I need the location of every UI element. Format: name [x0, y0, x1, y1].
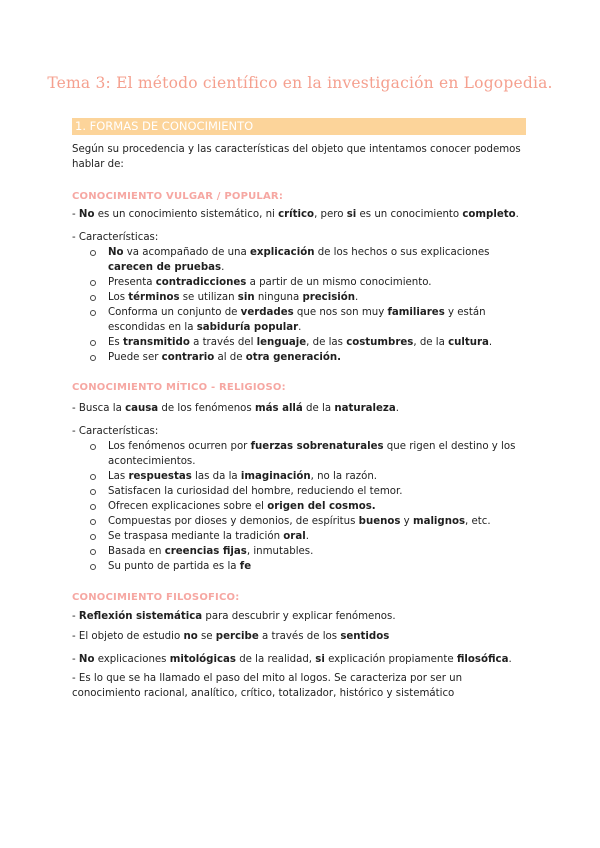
intro-paragraph: Según su procedencia y las características del objeto que intentamos conocer podemos hablar de:: [72, 144, 521, 170]
bullet-circle-icon: [90, 519, 96, 525]
list-item: Ofrecen explicaciones sobre el origen del cosmos.: [90, 499, 530, 514]
list-item: Puede ser contrario al de otra generación.: [90, 350, 530, 365]
vulgar-list: [90, 245, 530, 365]
heading-filosofico: CONOCIMIENTO FILOSOFICO:: [72, 592, 240, 603]
bullet-circle-icon: [90, 489, 96, 495]
list-item: Los fenómenos ocurren por fuerzas sobrenaturales que rigen el destino y los acontecimientos.: [90, 439, 530, 469]
list-item: Conforma un conjunto de verdades que nos son muy familiares y están escondidas en la sabiduría popular.: [90, 305, 530, 335]
filosofico-line-1: - Reflexión sistemática para descubrir y explicar fenómenos.: [72, 611, 396, 622]
mitico-char-label: - Características:: [72, 426, 159, 437]
bullet-circle-icon: [90, 310, 96, 316]
list-item: Presenta contradicciones a partir de un mismo conocimiento.: [90, 275, 530, 290]
vulgar-char-label: - Características:: [72, 232, 159, 243]
heading-mitico: CONOCIMIENTO MÍTICO - RELIGIOSO:: [72, 382, 286, 393]
bullet-circle-icon: [90, 504, 96, 510]
list-item: Su punto de partida es la fe: [90, 559, 530, 574]
filosofico-line-4: - Es lo que se ha llamado el paso del mito al logos. Se caracteriza por ser un conocimiento racional, analítico, crítico, totalizador, histórico y sistemático: [72, 673, 463, 699]
list-item: Es transmitido a través del lenguaje, de las costumbres, de la cultura.: [90, 335, 530, 350]
bullet-circle-icon: [90, 340, 96, 346]
bullet-circle-icon: [90, 534, 96, 540]
section-header: 1. FORMAS DE CONOCIMIENTO: [72, 118, 526, 135]
list-item: Las respuestas las da la imaginación, no la razón.: [90, 469, 530, 484]
mitico-list: [90, 439, 530, 574]
bullet-circle-icon: [90, 250, 96, 256]
list-item: Basada en creencias fijas, inmutables.: [90, 544, 530, 559]
bullet-circle-icon: [90, 549, 96, 555]
bullet-circle-icon: [90, 474, 96, 480]
list-item: Se traspasa mediante la tradición oral.: [90, 529, 530, 544]
bullet-circle-icon: [90, 564, 96, 570]
filosofico-line-3: - No explicaciones mitológicas de la realidad, si explicación propiamente filosófica.: [72, 654, 512, 665]
heading-vulgar: CONOCIMIENTO VULGAR / POPULAR:: [72, 191, 284, 202]
list-item: Compuestas por dioses y demonios, de espíritus buenos y malignos, etc.: [90, 514, 530, 529]
bullet-circle-icon: [90, 355, 96, 361]
filosofico-line-2: - El objeto de estudio no se percibe a través de los sentidos: [72, 631, 390, 642]
list-item: No va acompañado de una explicación de los hechos o sus explicaciones carecen de pruebas.: [90, 245, 530, 275]
vulgar-line-1: - No es un conocimiento sistemático, ni crítico, pero si es un conocimiento completo.: [72, 209, 519, 220]
list-item: Satisfacen la curiosidad del hombre, reduciendo el temor.: [90, 484, 530, 499]
mitico-line-1: - Busca la causa de los fenómenos más allá de la naturaleza.: [72, 403, 399, 414]
bullet-circle-icon: [90, 280, 96, 286]
bullet-circle-icon: [90, 444, 96, 450]
page-title: Tema 3: El método científico en la investigación en Logopedia.: [47, 74, 553, 92]
list-item: Los términos se utilizan sin ninguna precisión.: [90, 290, 530, 305]
bullet-circle-icon: [90, 295, 96, 301]
